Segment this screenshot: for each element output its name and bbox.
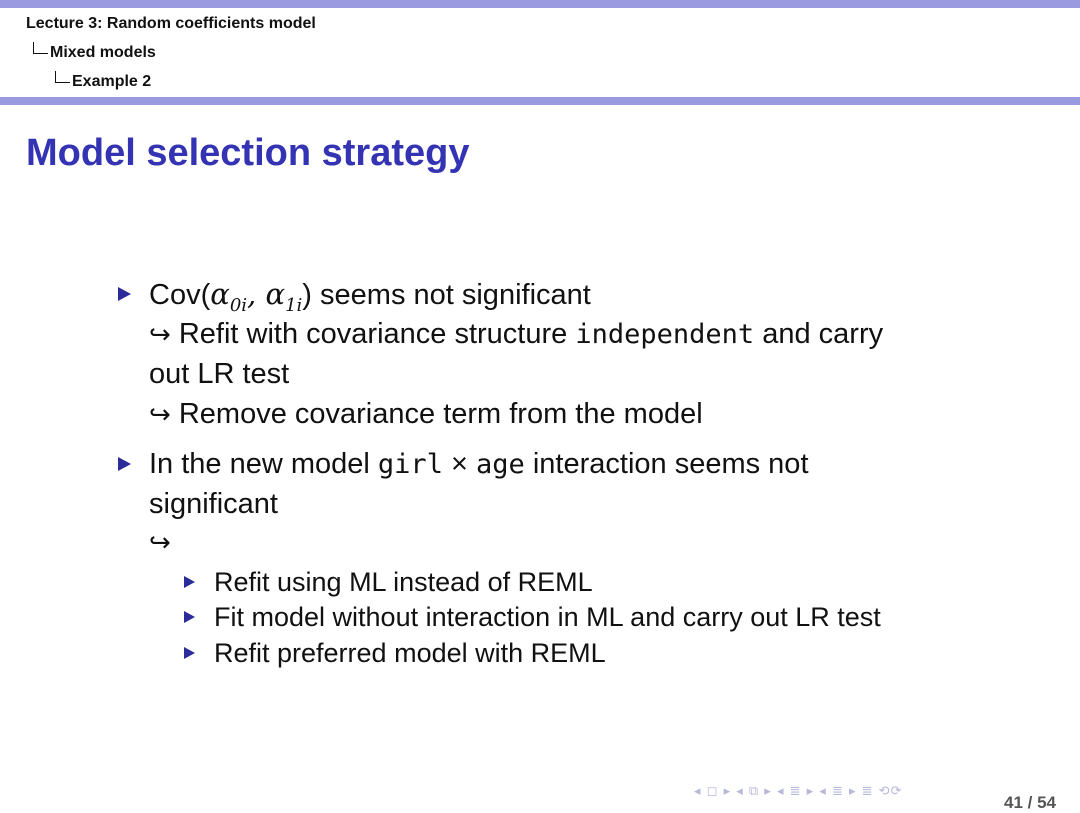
bullet-1-line-3: out LR test <box>149 358 290 390</box>
sub-bullet-triangle-icon <box>184 576 195 588</box>
bullet-2-line-2: significant <box>149 488 278 520</box>
cov-prefix: Cov( <box>149 279 211 311</box>
refit-text-b: and carry <box>754 318 884 350</box>
sub-item-3: Refit preferred model with REML <box>214 638 606 668</box>
bullet-2-text-a: In the new model <box>149 448 378 480</box>
bullet-2-text-b: interaction seems not <box>524 448 809 480</box>
hook-arrow-icon: ↪ <box>149 528 171 558</box>
slide-title: Model selection strategy <box>26 132 470 174</box>
math-alpha-1i: $\alpha_{1i}$ <box>265 277 303 316</box>
bullet-2-line-3 <box>149 525 171 560</box>
bullet-triangle-icon <box>118 287 131 301</box>
sub-bullet-triangle-icon <box>184 611 195 623</box>
breadcrumb-lecture: Lecture 3: Random coefficients model <box>26 15 316 32</box>
bullet-1-line-2 <box>149 317 883 352</box>
bullet-1-line-1 <box>149 277 591 323</box>
times-symbol: × <box>442 448 477 480</box>
remove-text: Remove covariance term from the model <box>170 398 703 430</box>
refit-text-a: Refit with covariance structure <box>170 318 576 350</box>
math-alpha-0i: $\alpha_{0i}$ <box>210 277 248 316</box>
bullet-triangle-icon <box>118 457 131 471</box>
bullet-1-line-4 <box>149 397 703 432</box>
sub-item-1: Refit using ML instead of REML <box>214 567 593 597</box>
bullet-2-line-1 <box>149 447 809 482</box>
breadcrumb-section: Mixed models <box>50 44 156 61</box>
sub-bullet-triangle-icon <box>184 647 195 659</box>
code-girl: girl <box>377 449 443 480</box>
page-number: 41 / 54 <box>1004 793 1056 812</box>
hook-arrow-icon: ↪ <box>149 400 171 430</box>
math-comma: , <box>247 277 266 311</box>
cov-suffix: ) <box>302 279 312 311</box>
beamer-navigation-controls[interactable]: ◂ ◻ ▸ ◂ ⧉ ▸ ◂ ≣ ▸ ◂ ≣ ▸ ≣ ⟲⟳ <box>694 784 903 799</box>
bullet-1-text: seems not significant <box>311 279 591 311</box>
code-independent: independent <box>575 319 755 350</box>
breadcrumb-subsection: Example 2 <box>72 73 152 90</box>
code-age: age <box>476 449 525 480</box>
hook-arrow-icon: ↪ <box>149 320 171 350</box>
sub-item-2: Fit model without interaction in ML and carry out LR test <box>214 602 881 632</box>
